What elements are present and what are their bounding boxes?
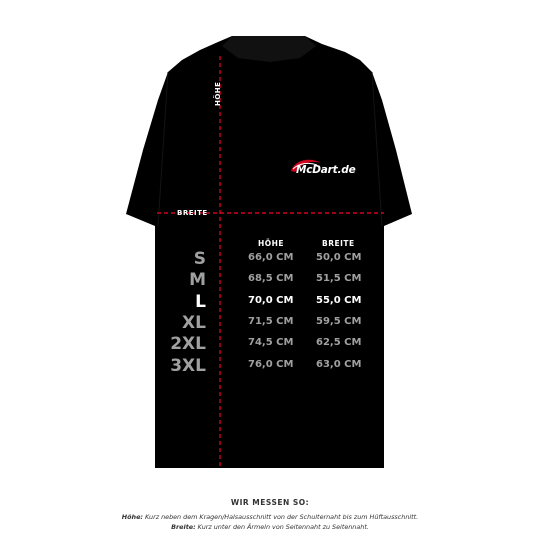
size-label: 2XL [170, 334, 206, 355]
footer-line-hoehe [0, 513, 540, 521]
size-label: XL [182, 312, 206, 333]
size-label: L [195, 291, 206, 312]
breite-value: 50,0 CM [316, 252, 362, 263]
hoehe-value: 66,0 CM [248, 252, 294, 263]
breite-value: 55,0 CM [316, 294, 362, 306]
footer-breite-text: Kurz unter den Ärmeln von Seitennaht zu Seitennaht. [195, 523, 369, 531]
column-header-breite: BREITE [322, 239, 355, 248]
logo-text: McDart.de [296, 164, 356, 176]
size-label: S [193, 249, 206, 269]
mcdart-logo [287, 155, 367, 181]
breite-value: 59,5 CM [316, 315, 362, 327]
footer-hoehe-label: Höhe: [121, 513, 143, 521]
size-label: 3XL [170, 355, 206, 376]
hoehe-value: 70,0 CM [248, 294, 294, 306]
height-label: HÖHE [214, 81, 222, 106]
hoehe-value: 68,5 CM [248, 273, 294, 285]
column-header-hoehe: HÖHE [258, 239, 285, 248]
hoehe-value: 71,5 CM [248, 315, 294, 327]
width-label: BREITE [177, 209, 208, 217]
breite-value: 62,5 CM [316, 337, 362, 349]
hoehe-value: 74,5 CM [248, 337, 294, 349]
hoehe-value: 76,0 CM [248, 358, 294, 370]
footer-hoehe-text: Kurz neben dem Kragen/Halsausschnitt von der Schulternaht bis zum Hüftausschnitt. [142, 513, 419, 521]
footer-line-breite [0, 523, 540, 531]
breite-value: 63,0 CM [316, 358, 362, 370]
size-label: M [189, 270, 206, 291]
footer-breite-label: Breite: [171, 523, 196, 531]
footer-title: WIR MESSEN SO: [230, 498, 310, 507]
breite-value: 51,5 CM [316, 273, 362, 285]
